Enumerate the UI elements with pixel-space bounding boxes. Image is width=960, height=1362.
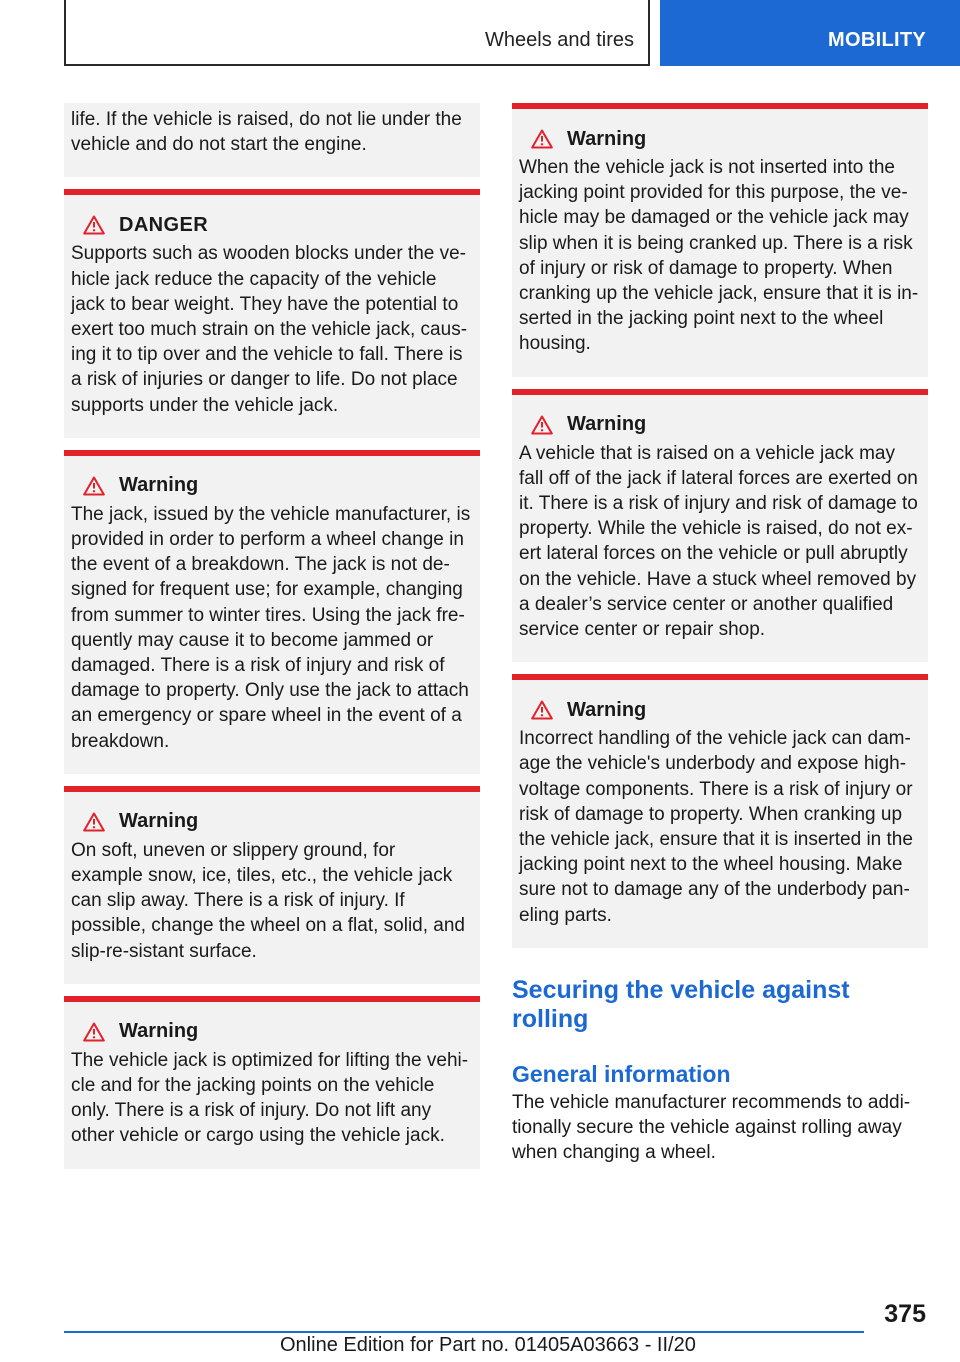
warning-title: Warning xyxy=(119,810,199,833)
warning-triangle-icon xyxy=(531,129,553,149)
warning-text: The jack, issued by the vehicle manufacturer, is provided in order to perform a wheel change in the event of a breakdown. The jack is not de-signed for frequent use; for example, changing from summer to winter tires. Using the jack fre-quently may cause it to become jammed or damaged. There is a risk of injury and risk of damage to property. Only use the jack to attach an emergency or spare wheel in the event of a breakdown. xyxy=(71,503,471,752)
warning-title: Warning xyxy=(119,1020,199,1043)
warning-text: On soft, uneven or slippery ground, for example snow, ice, tiles, etc., the vehicle jack can slip away. There is a risk of injury. If possible, change the wheel on a flat, solid, and slip-re-sistant surface. xyxy=(71,839,465,962)
header-section-title: Wheels and tires xyxy=(485,29,634,51)
warning-title: Warning xyxy=(567,127,647,150)
warning-title: Warning xyxy=(119,474,199,497)
warning-triangle-icon xyxy=(531,700,553,720)
warning-triangle-icon xyxy=(83,812,105,832)
continued-warning-box xyxy=(64,103,480,177)
warning-triangle-icon xyxy=(83,1022,105,1042)
footer-divider xyxy=(64,1331,864,1333)
header-chapter-title: MOBILITY xyxy=(828,29,926,51)
body-paragraph: The vehicle manufacturer recommends to addi-tionally secure the vehicle against rolling away when changing a wheel. xyxy=(512,1091,911,1164)
warning-box xyxy=(64,450,480,774)
warning-text: The vehicle jack is optimized for lifting the vehi-cle and for the jacking points on the vehicle only. There is a risk of injury. Do not lift any other vehicle or cargo using the vehicle jack. xyxy=(71,1049,469,1147)
warning-box xyxy=(512,674,928,948)
warning-text: When the vehicle jack is not inserted into the jacking point provided for this purpose, the ve-hicle may be damaged or the vehicle jack may slip when it is being cranked up. There is a risk of injury or risk of damage to property. When cranking up the vehicle jack, ensure that it is in-serted in the jacking point next to the wheel housing. xyxy=(519,157,919,355)
warning-title: Warning xyxy=(567,413,647,436)
warning-box xyxy=(512,103,928,377)
page-number: 375 xyxy=(884,1300,926,1328)
warning-text: A vehicle that is raised on a vehicle jack may fall off of the jack if lateral forces are exerted on it. There is a risk of injury and risk of damage to property. While the vehicle is raised, do not ex-ert lateral forces on the vehicle or pull abruptly on the vehicle. Have a stuck wheel removed by a dealer’s service center or another qualified service center or repair shop. xyxy=(519,442,918,641)
left-column xyxy=(64,103,480,1181)
footer-edition: Online Edition for Part no. 01405A03663 - II/20 xyxy=(280,1334,696,1356)
warning-triangle-icon xyxy=(83,476,105,496)
header-section-tab xyxy=(64,0,650,66)
danger-text: Supports such as wooden blocks under the ve-hicle jack reduce the capacity of the vehicle jack to bear weight. They have the potential to exert too much strain on the vehicle jack, caus-ing it to tip over and the vehicle to fall. There is a risk of injuries or danger to life. Do not place supports under the vehicle jack. xyxy=(71,243,468,416)
subheading: General information xyxy=(512,1060,731,1087)
warning-triangle-icon xyxy=(83,215,105,235)
section-heading: Securing the vehicle against rolling xyxy=(512,975,850,1033)
warning-box xyxy=(64,786,480,984)
warning-box xyxy=(512,389,928,663)
warning-box xyxy=(64,996,480,1169)
header-chapter-tab xyxy=(660,0,960,66)
danger-title: DANGER xyxy=(119,213,209,236)
continued-warning-text: life. If the vehicle is raised, do not lie under the vehicle and do not start the engine. xyxy=(71,109,462,156)
danger-box xyxy=(64,189,480,437)
right-column xyxy=(512,103,928,1165)
warning-text: Incorrect handling of the vehicle jack can dam-age the vehicle's underbody and expose high-voltage components. There is a risk of injury or risk of damage to property. When cranking up the vehicle jack, ensure that it is inserted in the jacking point next to the wheel housing. Make sure not to damage any of the underbody pan-eling parts. xyxy=(519,728,913,926)
warning-triangle-icon xyxy=(531,415,553,435)
warning-title: Warning xyxy=(567,698,647,721)
